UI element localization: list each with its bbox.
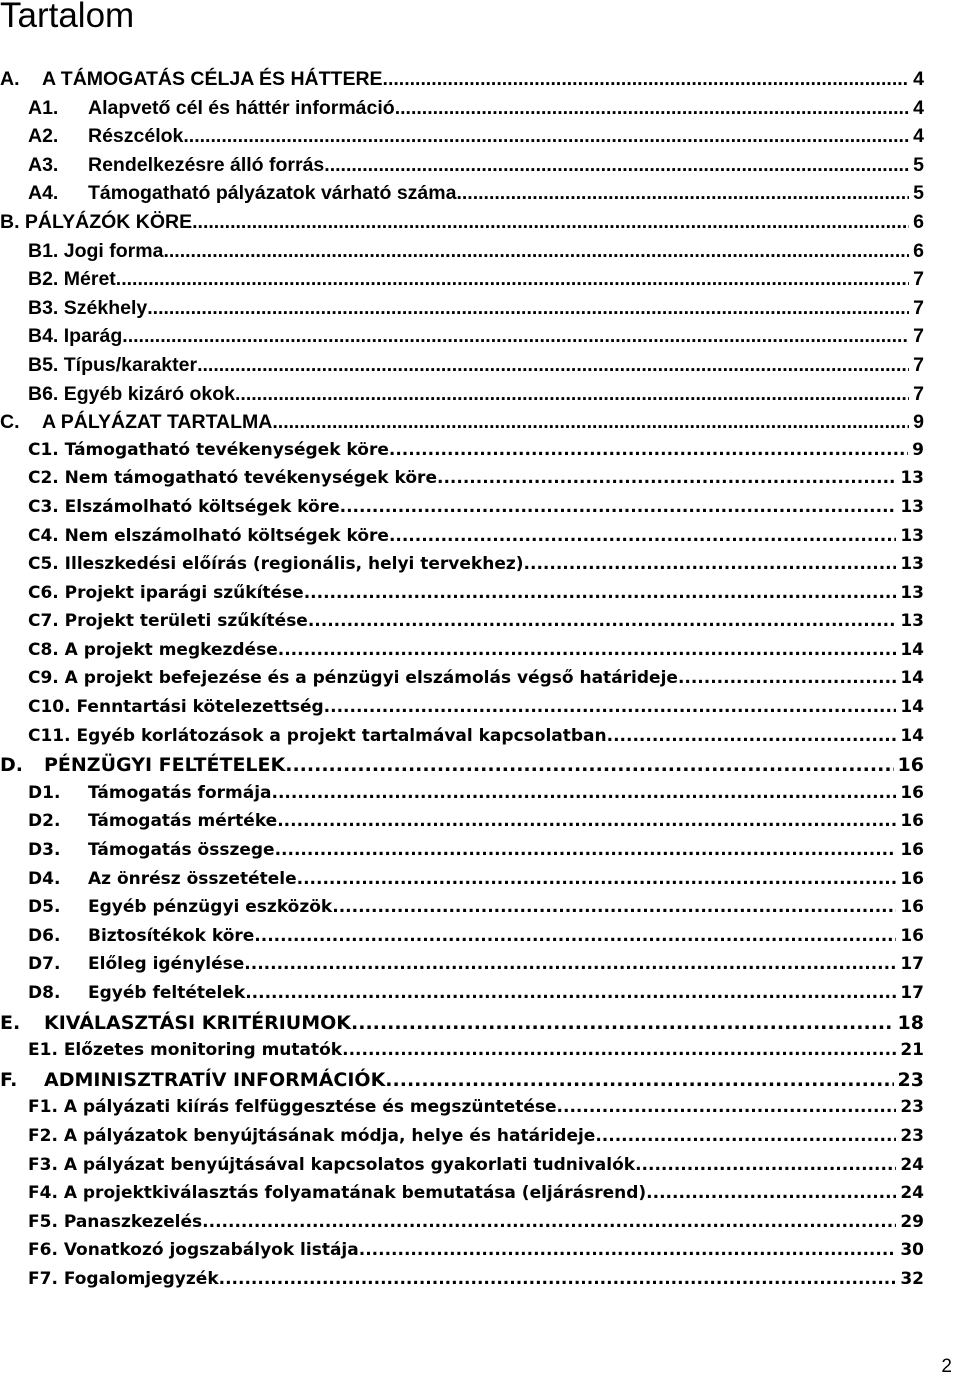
- toc-entry[interactable]: [0, 583, 924, 612]
- dot-leader: [116, 268, 909, 291]
- toc-entry[interactable]: [0, 983, 924, 1012]
- toc-entry-label: C2. Nem támogatható tevékenységek köre: [28, 468, 437, 489]
- toc-entry[interactable]: [0, 154, 924, 183]
- toc-entry-page: 23: [900, 1097, 924, 1118]
- toc-entry[interactable]: [0, 325, 924, 354]
- toc-entry-label: A TÁMOGATÁS CÉLJA ÉS HÁTTERE: [42, 68, 383, 90]
- toc-entry-page: 16: [900, 811, 924, 832]
- toc-entry-page: 5: [913, 153, 924, 176]
- toc-entry-page: 16: [900, 897, 924, 918]
- dot-leader: [383, 68, 910, 91]
- toc-entry[interactable]: [0, 926, 924, 955]
- toc-entry-page: 13: [900, 582, 924, 603]
- dot-leader: [272, 411, 909, 434]
- dot-leader: [272, 783, 897, 803]
- toc-entry-number: A1.: [28, 96, 59, 119]
- toc-entry-page: 4: [913, 68, 924, 90]
- toc-entry-page: 16: [900, 925, 924, 946]
- dot-leader: [278, 640, 897, 660]
- toc-entry-page: 24: [900, 1183, 924, 1204]
- toc-entry-label: C7. Projekt területi szűkítése: [28, 611, 308, 632]
- toc-entry-page: 7: [913, 382, 924, 405]
- toc-entry-label: C8. A projekt megkezdése: [28, 639, 278, 660]
- toc-entry-number: D7.: [28, 954, 61, 975]
- dot-leader: [646, 1183, 896, 1203]
- toc-entry-label: F2. A pályázatok benyújtásának módja, helye és határideje: [28, 1125, 596, 1146]
- dot-leader: [456, 182, 909, 205]
- toc-entry-number: D4.: [28, 868, 61, 889]
- toc-entry-page: 6: [913, 210, 924, 233]
- toc-entry-page: 13: [900, 496, 924, 517]
- dot-leader: [340, 497, 897, 517]
- dot-leader: [122, 325, 909, 348]
- toc-entry-label: B4. Iparág: [28, 325, 123, 348]
- toc-entry-label: Előleg igénylése: [88, 954, 245, 975]
- toc-entry[interactable]: [0, 811, 924, 840]
- toc-entry-number: D5.: [28, 897, 61, 918]
- toc-entry-page: 9: [913, 411, 924, 434]
- toc-entry[interactable]: [0, 1040, 924, 1069]
- toc-entry-label: Biztosítékok köre: [88, 925, 255, 946]
- toc-entry-number: A2.: [28, 125, 59, 148]
- toc-entry-label: F5. Panaszkezelés: [28, 1211, 203, 1232]
- toc-entry-number: A4.: [28, 182, 59, 205]
- dot-leader: [197, 354, 909, 377]
- toc-entry[interactable]: [0, 182, 924, 211]
- dot-leader: [359, 1240, 897, 1260]
- toc-entry-number: A3.: [28, 153, 59, 176]
- page-title: Tartalom: [0, 0, 135, 35]
- toc-entry[interactable]: [0, 97, 924, 126]
- toc-entry-page: 5: [913, 182, 924, 205]
- toc-entry-page: 30: [900, 1240, 924, 1261]
- toc-entry-page: 21: [900, 1040, 924, 1061]
- dot-leader: [437, 468, 896, 488]
- toc-entry[interactable]: [0, 840, 924, 869]
- toc-entry[interactable]: [0, 1155, 924, 1184]
- toc-entry-label: F4. A projektkiválasztás folyamatának bemutatása (eljárásrend): [28, 1183, 647, 1204]
- toc-entry-page: 16: [900, 840, 924, 861]
- toc-entry-label: Rendelkezésre álló forrás: [88, 153, 325, 176]
- dot-leader: [557, 1097, 897, 1117]
- toc-entry-page: 9: [912, 439, 924, 460]
- toc-entry-label: B5. Típus/karakter: [28, 353, 198, 376]
- toc-entry[interactable]: [0, 954, 924, 983]
- toc-entry[interactable]: [0, 526, 924, 555]
- dot-leader: [595, 1126, 896, 1146]
- dot-leader: [324, 154, 909, 177]
- toc-entry-number: D6.: [28, 925, 61, 946]
- dot-leader: [277, 811, 896, 831]
- toc-entry-label: Támogatás mértéke: [88, 811, 278, 832]
- toc-entry[interactable]: [0, 1269, 924, 1298]
- dot-leader: [235, 383, 909, 406]
- toc-entry-number: A.: [0, 68, 20, 90]
- toc-entry[interactable]: [0, 1069, 924, 1098]
- toc-entry[interactable]: [0, 68, 924, 97]
- toc-entry-number: D2.: [28, 811, 61, 832]
- toc-entry-label: B2. Méret: [28, 268, 116, 291]
- toc-entry-label: PÉNZÜGYI FELTÉTELEK: [44, 754, 286, 777]
- toc-entry-page: 13: [900, 611, 924, 632]
- toc-entry-label: C9. A projekt befejezése és a pénzügyi elszámolás végső határideje: [28, 668, 678, 689]
- dot-leader: [678, 668, 896, 688]
- toc-entry[interactable]: [0, 211, 924, 240]
- dot-leader: [342, 1040, 896, 1060]
- toc-entry[interactable]: [0, 611, 924, 640]
- toc-entry-page: 14: [900, 668, 924, 689]
- toc-entry-page: 7: [913, 296, 924, 319]
- toc-entry-page: 23: [900, 1125, 924, 1146]
- toc-entry[interactable]: [0, 897, 924, 926]
- dot-leader: [192, 211, 909, 234]
- toc-entry-page: 14: [900, 639, 924, 660]
- toc-entry[interactable]: [0, 1012, 924, 1041]
- toc-entry-label: B. PÁLYÁZÓK KÖRE: [0, 210, 193, 233]
- toc-entry-page: 23: [897, 1068, 924, 1091]
- toc-entry-label: C11. Egyéb korlátozások a projekt tartalmával kapcsolatban: [28, 725, 607, 746]
- dot-leader: [324, 697, 897, 717]
- dot-leader: [219, 1269, 897, 1289]
- toc-entry-number: D8.: [28, 983, 61, 1003]
- dot-leader: [254, 926, 896, 946]
- toc-entry-label: F1. A pályázati kiírás felfüggesztése és megszüntetése: [28, 1097, 557, 1118]
- dot-leader: [395, 97, 909, 120]
- toc-entry-label: C3. Elszámolható költségek köre: [28, 496, 340, 517]
- toc-entry-label: Részcélok: [88, 125, 184, 148]
- toc-entry-page: 7: [913, 325, 924, 348]
- toc-entry-label: ADMINISZTRATÍV INFORMÁCIÓK: [44, 1068, 386, 1091]
- toc-entry-label: Támogatás összege: [88, 840, 275, 861]
- dot-leader: [389, 440, 908, 460]
- toc-entry-label: Egyéb feltételek: [88, 983, 246, 1003]
- toc-entry-page: 24: [900, 1154, 924, 1175]
- toc-entry-page: 13: [900, 525, 924, 546]
- toc-entry-number: D1.: [28, 782, 61, 803]
- toc-entry[interactable]: [0, 1240, 924, 1269]
- page-number: 2: [941, 1356, 952, 1377]
- dot-leader: [285, 754, 893, 776]
- toc-entry[interactable]: [0, 1212, 924, 1241]
- toc-entry-number: C.: [0, 411, 20, 434]
- toc-entry-label: Egyéb pénzügyi eszközök: [88, 897, 333, 918]
- toc-entry-label: C6. Projekt iparági szűkítése: [28, 582, 304, 603]
- toc-entry-page: 18: [897, 1011, 924, 1034]
- dot-leader: [524, 554, 897, 574]
- toc-entry-label: C10. Fenntartási kötelezettség: [28, 697, 324, 718]
- toc-entry[interactable]: [0, 726, 924, 755]
- toc-entry-page: 4: [913, 96, 924, 119]
- toc-entry[interactable]: [0, 411, 924, 440]
- toc-entry-page: 17: [900, 983, 924, 1003]
- toc-entry[interactable]: [0, 440, 924, 469]
- toc-entry[interactable]: [0, 240, 924, 269]
- table-of-contents: [0, 68, 924, 1298]
- toc-entry-page: 16: [900, 868, 924, 889]
- toc-entry[interactable]: [0, 268, 924, 297]
- toc-entry[interactable]: [0, 640, 924, 669]
- toc-entry[interactable]: [0, 1183, 924, 1212]
- toc-entry[interactable]: [0, 754, 924, 783]
- toc-entry-page: 16: [897, 754, 924, 777]
- toc-entry[interactable]: [0, 1097, 924, 1126]
- dot-leader: [304, 583, 897, 603]
- dot-leader: [351, 1012, 894, 1034]
- toc-entry-number: F.: [0, 1068, 18, 1091]
- toc-entry-page: 14: [900, 697, 924, 718]
- toc-entry-page: 13: [900, 468, 924, 489]
- toc-entry-page: 7: [913, 268, 924, 291]
- dot-leader: [245, 983, 896, 1003]
- toc-entry[interactable]: [0, 497, 924, 526]
- dot-leader: [607, 726, 897, 746]
- toc-entry[interactable]: [0, 297, 924, 326]
- dot-leader: [635, 1155, 896, 1175]
- toc-entry-number: D3.: [28, 840, 61, 861]
- toc-entry-page: 4: [913, 125, 924, 148]
- toc-entry-page: 7: [913, 353, 924, 376]
- toc-entry-label: Az önrész összetétele: [88, 868, 297, 889]
- toc-entry[interactable]: [0, 1126, 924, 1155]
- toc-entry[interactable]: [0, 554, 924, 583]
- dot-leader: [308, 611, 896, 631]
- toc-entry[interactable]: [0, 468, 924, 497]
- toc-entry-label: A PÁLYÁZAT TARTALMA: [42, 411, 273, 434]
- toc-entry-page: 16: [900, 782, 924, 803]
- toc-entry[interactable]: [0, 354, 924, 383]
- toc-entry-label: F6. Vonatkozó jogszabályok listája: [28, 1240, 359, 1261]
- toc-entry-page: 29: [900, 1211, 924, 1232]
- toc-entry-page: 6: [913, 239, 924, 262]
- toc-entry-label: KIVÁLASZTÁSI KRITÉRIUMOK: [44, 1011, 352, 1034]
- dot-leader: [202, 1212, 896, 1232]
- toc-entry-label: E1. Előzetes monitoring mutatók: [28, 1040, 343, 1061]
- toc-entry-label: C1. Támogatható tevékenységek köre: [28, 439, 389, 460]
- dot-leader: [244, 954, 896, 974]
- toc-entry-label: C5. Illeszkedési előírás (regionális, helyi tervekhez): [28, 554, 524, 575]
- toc-entry[interactable]: [0, 869, 924, 898]
- dot-leader: [385, 1069, 893, 1091]
- toc-entry[interactable]: [0, 783, 924, 812]
- toc-entry[interactable]: [0, 668, 924, 697]
- toc-entry-label: F3. A pályázat benyújtásával kapcsolatos gyakorlati tudnivalók: [28, 1154, 636, 1175]
- toc-entry-label: C4. Nem elszámolható költségek köre: [28, 525, 389, 546]
- toc-entry[interactable]: [0, 697, 924, 726]
- dot-leader: [183, 125, 909, 148]
- toc-entry-page: 32: [900, 1268, 924, 1289]
- toc-entry-label: B6. Egyéb kizáró okok: [28, 382, 235, 405]
- toc-entry-label: Alapvető cél és háttér információ: [88, 96, 395, 119]
- toc-entry[interactable]: [0, 383, 924, 412]
- dot-leader: [275, 840, 897, 860]
- toc-entry-number: E.: [0, 1011, 21, 1034]
- toc-entry-page: 13: [900, 554, 924, 575]
- toc-entry-label: Támogatható pályázatok várható száma: [88, 182, 457, 205]
- toc-entry-page: 17: [900, 954, 924, 975]
- toc-entry-number: D.: [0, 754, 23, 777]
- dot-leader: [147, 297, 909, 320]
- toc-entry-label: B1. Jogi forma: [28, 239, 164, 262]
- dot-leader: [163, 240, 909, 263]
- toc-entry[interactable]: [0, 125, 924, 154]
- dot-leader: [297, 869, 897, 889]
- toc-entry-label: F7. Fogalomjegyzék: [28, 1268, 219, 1289]
- toc-entry-page: 14: [900, 725, 924, 746]
- dot-leader: [389, 526, 896, 546]
- toc-entry-label: Támogatás formája: [88, 782, 272, 803]
- toc-entry-label: B3. Székhely: [28, 296, 148, 319]
- dot-leader: [332, 897, 896, 917]
